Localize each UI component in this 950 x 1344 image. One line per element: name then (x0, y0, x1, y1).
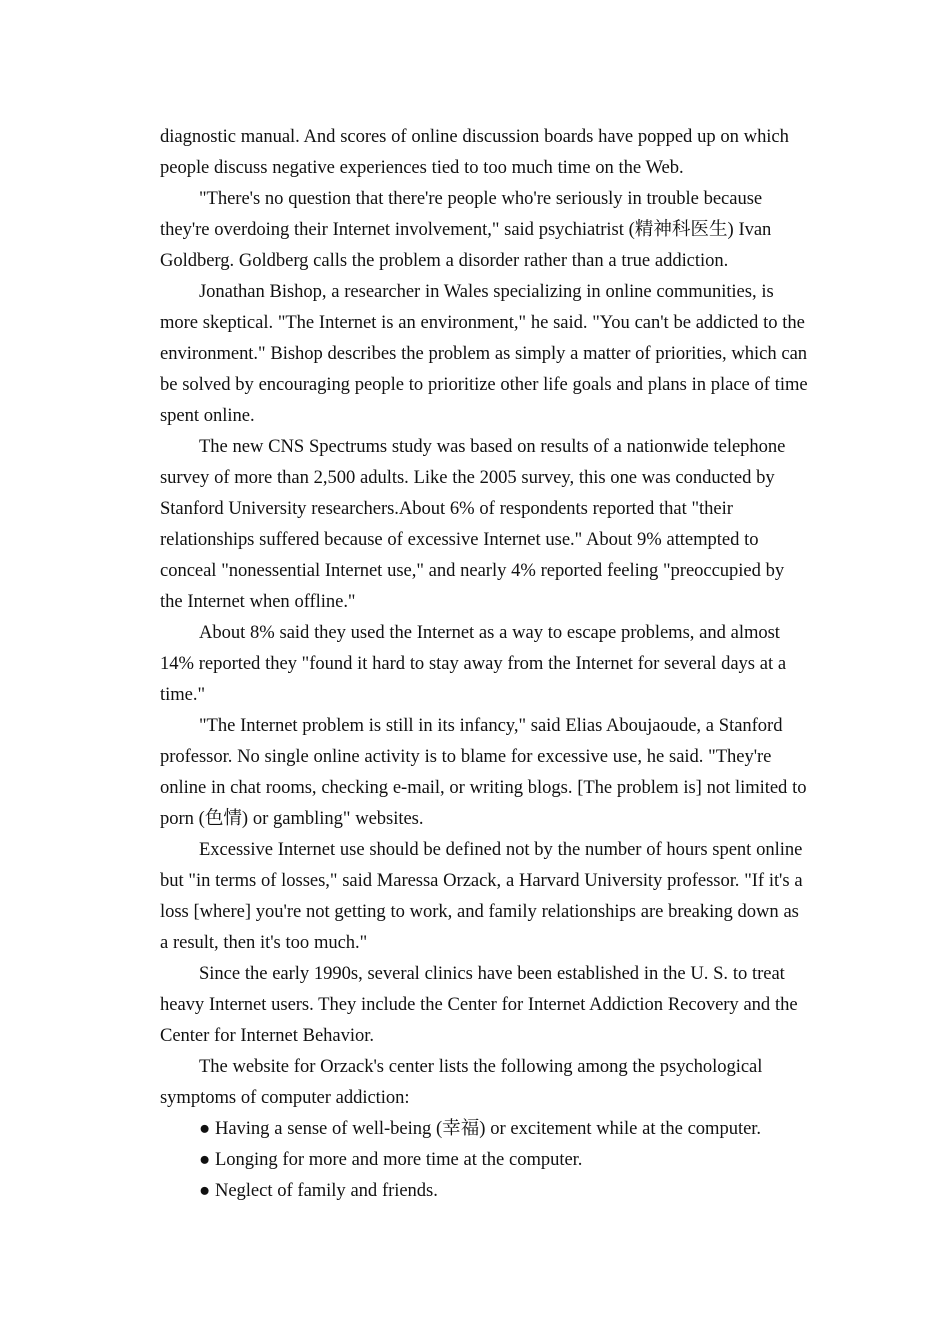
paragraph-5: About 8% said they used the Internet as a way to escape problems, and almost 14% reported they "found it hard to stay away from the Internet for several days at a time." (160, 622, 787, 705)
paragraph-1: diagnostic manual. And scores of online discussion boards have popped up on which people discuss negative experiences tied to too much time on the Web. (160, 126, 789, 178)
paragraph-7: Excessive Internet use should be defined not by the number of hours spent online but "in terms of losses," said Maressa Orzack, a Harvard University professor. "If it's a loss [where] you're not getting to work, and family relationships are breaking down as a result, then it's too much." (160, 839, 803, 953)
bullet-item-2: ● Longing for more and more time at the computer. (199, 1149, 583, 1170)
paragraph-8: Since the early 1990s, several clinics have been established in the U. S. to treat heavy Internet users. They include the Center for Internet Addiction Recovery and the Center for Internet Behavior. (160, 963, 798, 1046)
document-page (160, 121, 808, 1206)
bullet-item-3: ● Neglect of family and friends. (199, 1180, 438, 1201)
paragraph-9: The website for Orzack's center lists the following among the psychological symptoms of computer addiction: (160, 1056, 763, 1108)
paragraph-3: Jonathan Bishop, a researcher in Wales specializing in online communities, is more skeptical. "The Internet is an environment," he said. "You can't be addicted to the environment." Bishop describes the problem as simply a matter of priorities, which can be solved by encouraging people to prioritize other life goals and plans in place of time spent online. (160, 281, 808, 426)
paragraph-2: "There's no question that there're people who're seriously in trouble because they're overdoing their Internet involvement," said psychiatrist (精神科医生) Ivan Goldberg. Goldberg calls the problem a disorder rather than a true addiction. (160, 188, 772, 271)
paragraph-6: "The Internet problem is still in its infancy," said Elias Aboujaoude, a Stanford professor. No single online activity is to blame for excessive use, he said. "They're online in chat rooms, checking e-mail, or writing blogs. [The problem is] not limited to porn (色情) or gambling" websites. (160, 715, 807, 829)
paragraph-4: The new CNS Spectrums study was based on results of a nationwide telephone survey of more than 2,500 adults. Like the 2005 survey, this one was conducted by Stanford University researchers.About 6% of respondents reported that "their relationships suffered because of excessive Internet use." About 9% attempted to conceal "nonessential Internet use," and nearly 4% reported feeling "preoccupied by the Internet when offline." (160, 436, 786, 612)
bullet-item-1: ● Having a sense of well-being (幸福) or excitement while at the computer. (199, 1118, 761, 1139)
